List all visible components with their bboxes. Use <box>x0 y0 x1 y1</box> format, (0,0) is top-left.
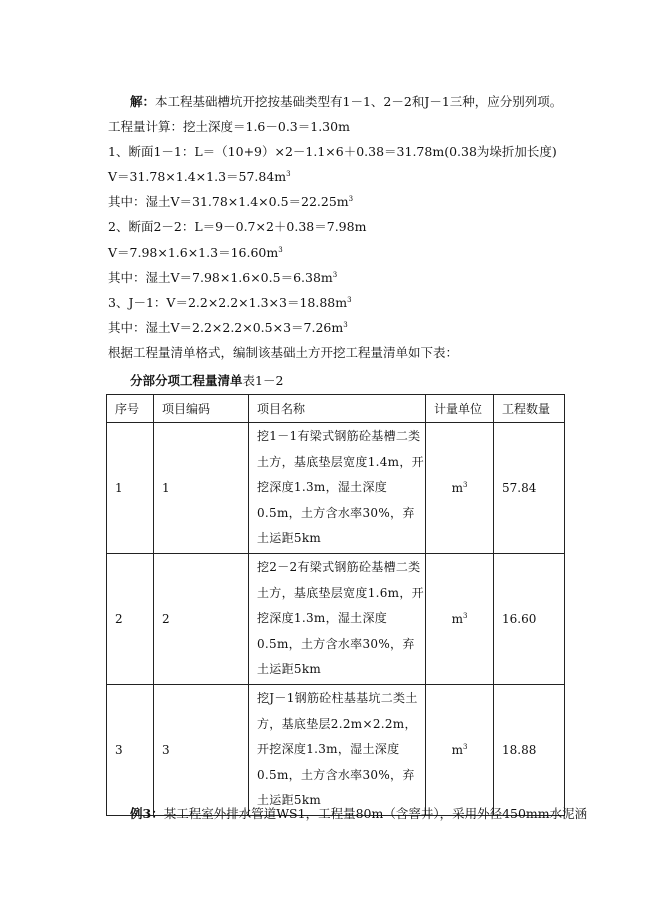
cell-code: 1 <box>154 423 249 554</box>
cell-qty: 18.88 <box>494 684 565 815</box>
cell-unit: $m^3$ <box>426 684 494 815</box>
calc-line: 其中：湿土$V=7.98\times 1.6\times 0.5=6.38m^3$ <box>108 270 338 285</box>
cell-unit: $m^3$ <box>426 553 494 684</box>
cell-qty: 16.60 <box>494 553 565 684</box>
cell-unit: $m^3$ <box>426 423 494 554</box>
calc-line: $V=7.98\times 1.6\times 1.3=16.60m^3$ <box>108 245 283 260</box>
cell-name: 挖J－1钢筋砼柱基基坑二类土方，基底垫层2.2m×2.2m，开挖深度1.3m，湿土深度0.5m，土方含水率30%，弃土运距5km <box>249 684 426 815</box>
cell-no: 2 <box>107 553 154 684</box>
calc-line: 根据工程量清单格式，编制该基础土方开挖工程量清单如下表： <box>108 345 459 360</box>
cell-no: 1 <box>107 423 154 554</box>
table-row <box>107 684 565 815</box>
cell-name: 挖1－1有梁式钢筋砼基槽二类土方，基底垫层宽度1.4m，开挖深度1.3m，湿土深度0.5m，土方含水率30%，弃土运距5km <box>249 423 426 554</box>
table-row <box>107 423 565 554</box>
calc-line: 其中：湿土$V=31.78\times 1.4\times 0.5=22.25m^3$ <box>108 194 354 209</box>
example-label: 例3： <box>130 806 164 821</box>
table-caption: 分部分项工程量清单表1－2 <box>130 373 284 388</box>
cell-code: 2 <box>154 553 249 684</box>
solution-label: 解： <box>130 94 156 109</box>
solution-line: 解：本工程基础槽坑开挖按基础类型有1－1、2－2和J－1三种，应分别列项。 <box>130 94 563 109</box>
header-unit: 计量单位 <box>426 395 494 423</box>
header-no: 序号 <box>107 395 154 423</box>
bill-of-quantities-table <box>106 394 565 816</box>
calc-line: 1、断面1－1：L＝（10+9）×2－1.1×6＋0.38＝31.78m(0.38为垛折加长度) <box>108 144 557 159</box>
cell-no: 3 <box>107 684 154 815</box>
calc-line: 工程量计算：挖土深度＝1.6－0.3＝1.30m <box>108 119 350 134</box>
calc-line: $V=31.78\times 1.4\times 1.3=57.84m^3$ <box>108 169 291 184</box>
cell-code: 3 <box>154 684 249 815</box>
cell-qty: 57.84 <box>494 423 565 554</box>
cell-name: 挖2－2有梁式钢筋砼基槽二类土方，基底垫层宽度1.6m，开挖深度1.3m，湿土深度0.5m，土方含水率30%，弃土运距5km <box>249 553 426 684</box>
header-qty: 工程数量 <box>494 395 565 423</box>
header-name: 项目名称 <box>249 395 426 423</box>
header-code: 项目编码 <box>154 395 249 423</box>
calc-line: 2、断面2－2：L＝9－0.7×2＋0.38＝7.98m <box>108 219 367 234</box>
table-row <box>107 553 565 684</box>
example-line: 例3：某工程室外排水管道WS1，工程量80m（含窨井），采用外径450mm水泥涵 <box>130 806 588 821</box>
calc-line: 3、J－1：$V=2.2\times 2.2\times 1.3\times 3=18.88m^3$ <box>108 295 352 310</box>
calc-line: 其中：湿土$V=2.2\times 2.2\times 0.5\times 3=7.26m^3$ <box>108 320 348 335</box>
table-header-row <box>107 395 565 423</box>
